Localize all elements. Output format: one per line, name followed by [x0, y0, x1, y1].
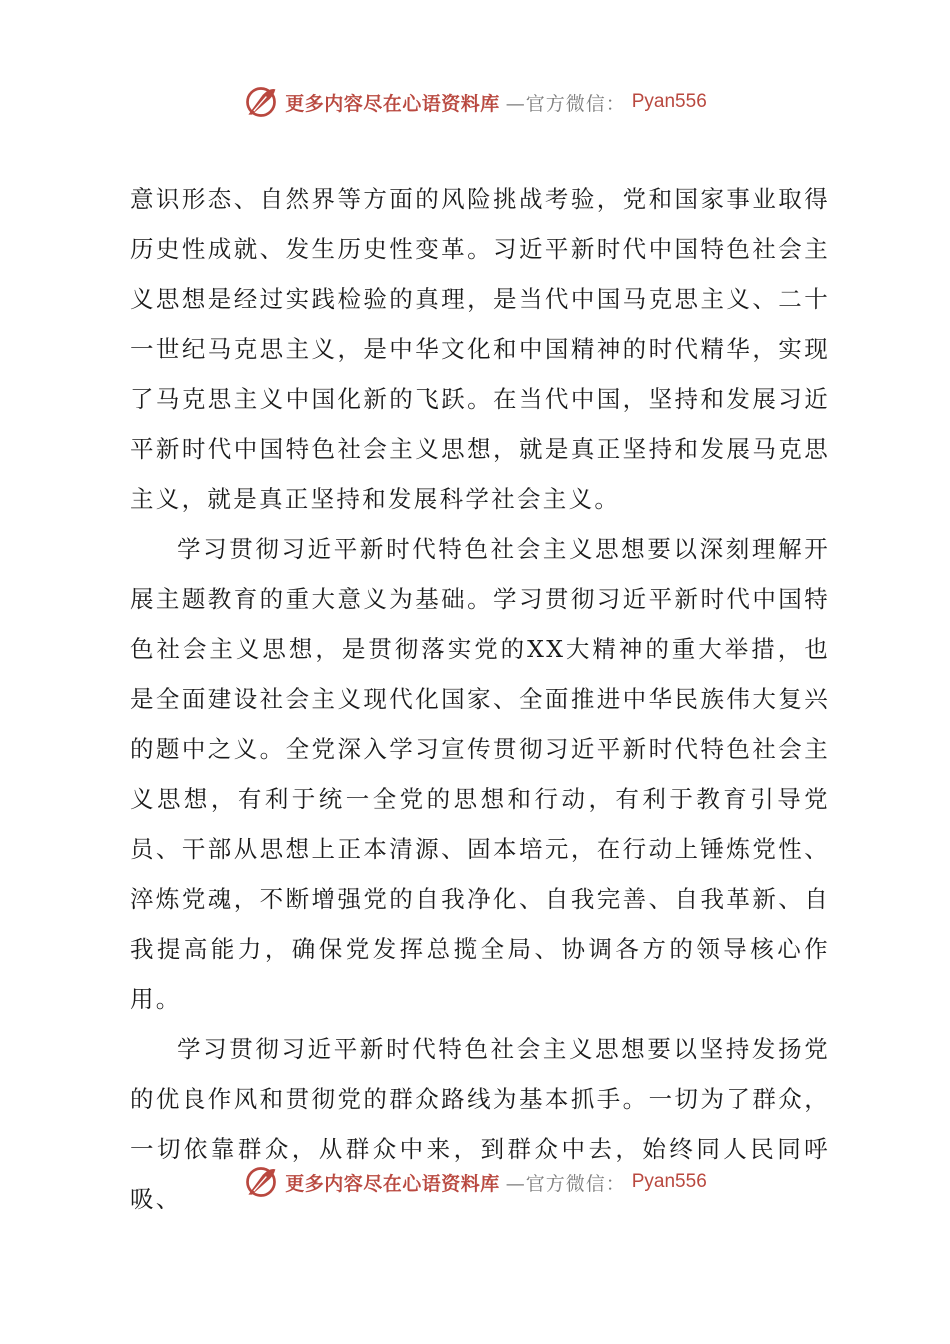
paragraph-2: 学习贯彻习近平新时代特色社会主义思想要以深刻理解开展主题教育的重大意义为基础。学习贯彻习近平新时代中国特色社会主义思想，是贯彻落实党的XX大精神的重大举措，也是全面建设社会主义现代化国家、全面推进中华民族伟大复兴的题中之义。全党深入学习宣传贯彻习近平新时代特色社会主义思想，有利于统一全党的思想和行动，有利于教育引导党员、干部从思想上正本清源、固本培元，在行动上锤炼党性、淬炼党魂，不断增强党的自我净化、自我完善、自我革新、自我提高能力，确保党发挥总揽全局、协调各方的领导核心作用。	[130, 535, 830, 1013]
header-banner	[0, 82, 950, 122]
header-wechat-id: Pyan556	[631, 91, 707, 112]
quill-logo-icon	[243, 1164, 279, 1200]
paragraph-1: 意识形态、自然界等方面的风险挑战考验，党和国家事业取得历史性成就、发生历史性变革。习近平新时代中国特色社会主义思想是经过实践检验的真理，是当代中国马克思主义、二十一世纪马克思主义，是中华文化和中国精神的时代精华，实现了马克思主义中国化新的飞跃。在当代中国，坚持和发展习近平新时代中国特色社会主义思想，就是真正坚持和发展马克思主义，就是真正坚持和发展科学社会主义。	[130, 185, 830, 513]
quill-logo-icon	[243, 84, 279, 120]
footer-wechat-id: Pyan556	[631, 1171, 707, 1192]
footer-slogan: 更多内容尽在心语资料库	[285, 1172, 500, 1195]
footer-banner	[0, 1162, 950, 1202]
header-wechat-label: —官方微信：	[505, 92, 626, 115]
footer-wechat-label: —官方微信：	[505, 1172, 626, 1195]
header-slogan: 更多内容尽在心语资料库	[285, 92, 500, 115]
document-body	[130, 174, 830, 1224]
paragraph-3: 学习贯彻习近平新时代特色社会主义思想要以坚持发扬党的优良作风和贯彻党的群众路线为基本抓手。一切为了群众，一切依靠群众，从群众中来，到群众中去，始终同人民同呼吸、	[130, 1035, 830, 1213]
